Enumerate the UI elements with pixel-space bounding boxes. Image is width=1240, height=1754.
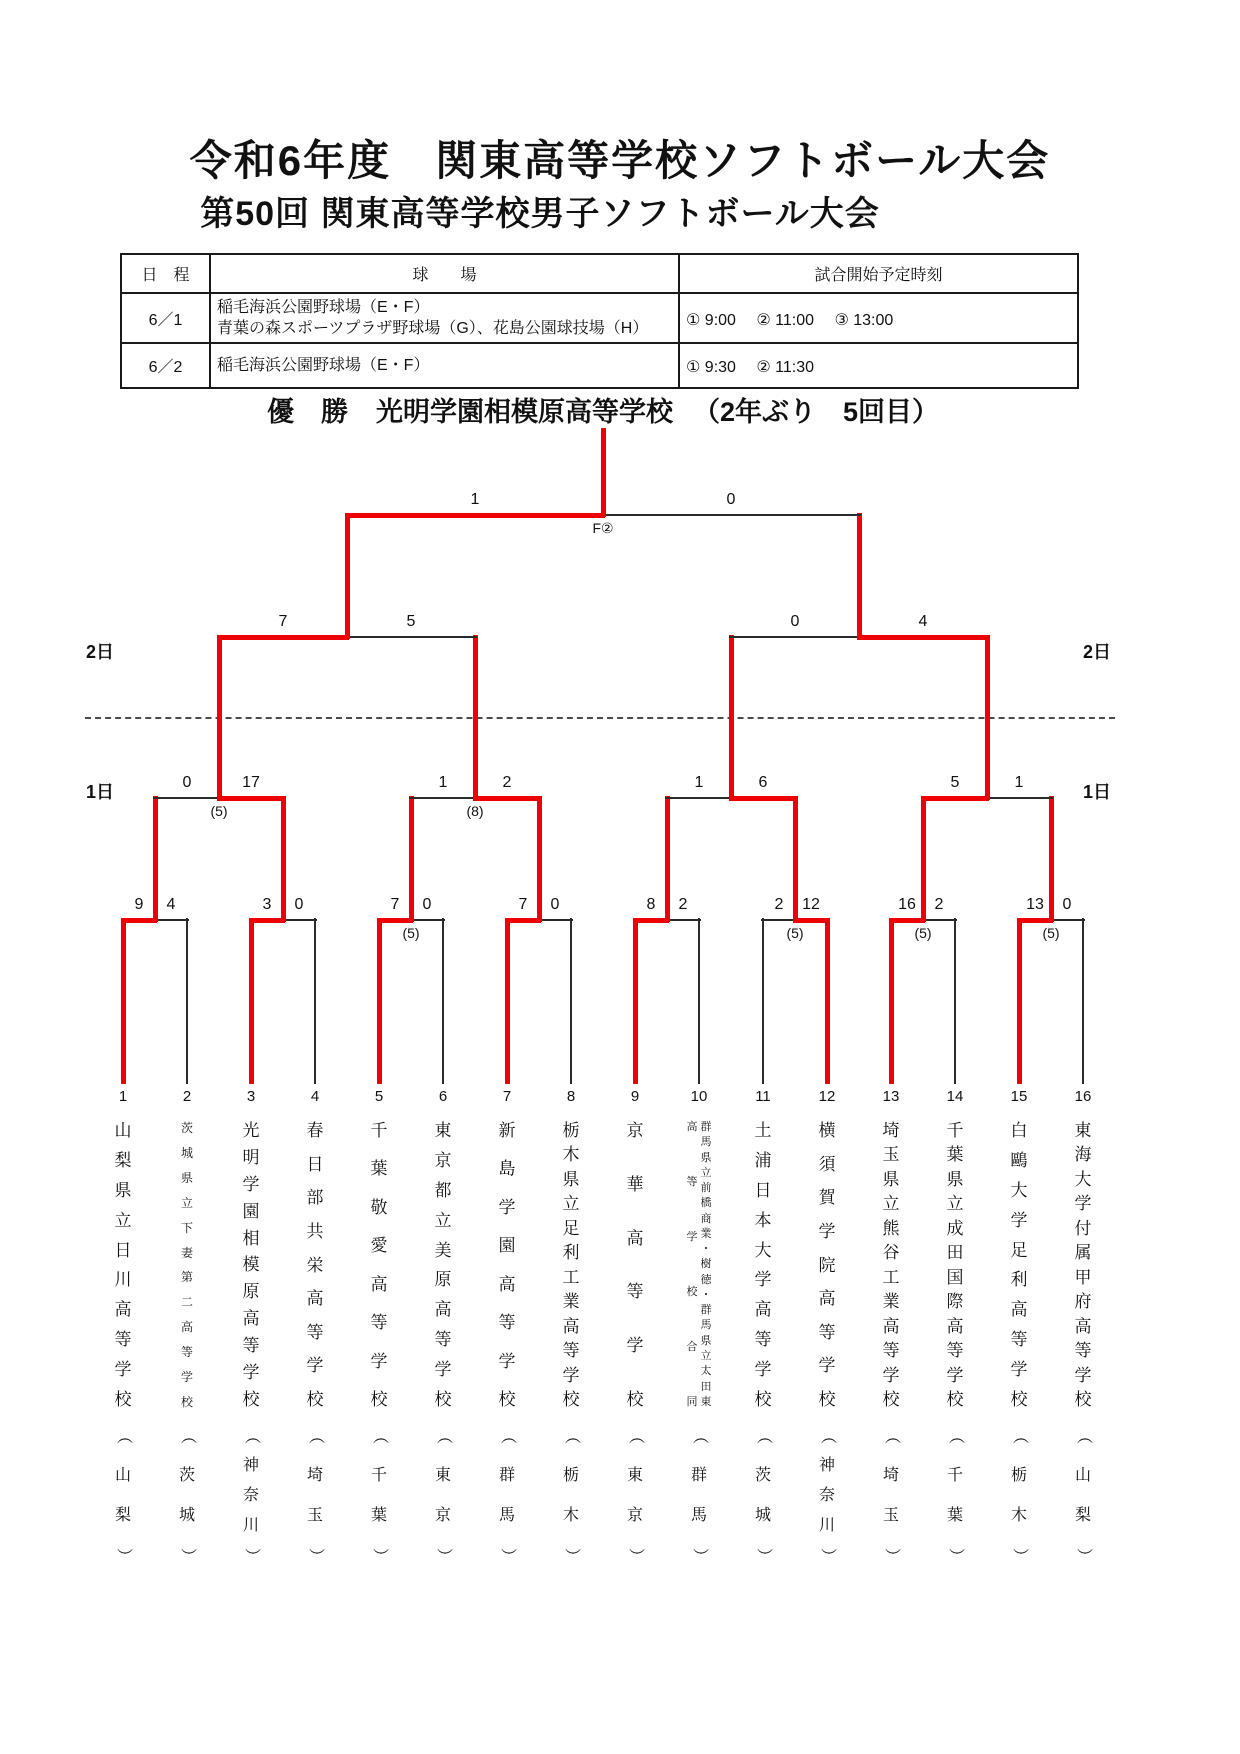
team-name [603,1122,667,1408]
quarterfinal-line [729,796,797,801]
team-name [155,1122,219,1408]
team-feed-line [377,918,382,1084]
schedule-times: ① 9:30 ② 11:30 [679,343,1078,388]
quarterfinal-line [217,796,285,801]
round1-line [377,918,413,923]
match-score: 13 [1026,896,1044,913]
match-score: 0 [726,491,736,508]
semifinal-line [345,636,477,638]
schedule-date: 6／1 [121,293,210,343]
page-title: 令和6年度 関東高等学校ソフトボール大会 [189,137,1051,184]
match-note: (5) [914,925,932,941]
vertical-text-column: （ 山 梨 ） [1074,1427,1092,1565]
match-score: 4 [166,896,176,913]
venue-line: 稲毛海浜公園野球場（E・F） [217,299,430,316]
semifinal-line [217,635,349,640]
team-name [91,1122,155,1408]
team-feed-line [186,918,188,1084]
champion-label: 優 勝 [266,397,348,427]
match-score: 2 [934,896,944,913]
vertical-text-column: 群 馬 県 立 前 橋 商 業 ・ 樹 徳 ・ 群 馬 県 立 太 田 東 [700,1121,712,1408]
team-number: 7 [502,1088,512,1105]
team-feed-line [1082,918,1084,1084]
round1-line [249,918,285,923]
team-name [667,1122,731,1408]
team-feed-line [762,918,764,1084]
team-column [923,1088,987,1565]
team-column [795,1088,859,1565]
round1-line [505,918,541,923]
team-number: 10 [690,1088,708,1105]
semifinal-line-advance [345,513,350,639]
team-prefecture [91,1428,155,1564]
quarterfinal-line-advance [985,635,990,800]
team-column [859,1088,923,1565]
schedule-times: ① 9:00 ② 11:00 ③ 13:00 [679,293,1078,343]
final-line-advance [601,428,606,517]
vertical-text-column: 白 鷗 大 学 足 利 高 等 学 校 [1010,1121,1028,1409]
schedule-header-date: 日 程 [121,254,210,293]
team-prefecture [283,1428,347,1564]
team-name [219,1122,283,1408]
match-score: 7 [390,896,400,913]
match-score: 12 [802,896,820,913]
schedule-header-time: 試合開始予定時刻 [679,254,1078,293]
vertical-text-column: （ 千 葉 ） [370,1427,388,1565]
team-feed-line [442,918,444,1084]
team-number: 8 [566,1088,576,1105]
team-prefecture [667,1428,731,1564]
match-score: 1 [470,491,480,508]
vertical-text-column: （ 埼 玉 ） [882,1427,900,1565]
match-score: 1 [694,774,704,791]
round1-line [409,919,445,921]
round1-line [121,918,157,923]
match-score: 0 [550,896,560,913]
team-number: 6 [438,1088,448,1105]
round1-line [761,919,797,921]
round1-line [793,918,829,923]
schedule-table [120,253,1079,389]
team-prefecture [539,1428,603,1564]
semifinal-line [857,635,989,640]
quarterfinal-line [153,797,221,799]
team-number: 2 [182,1088,192,1105]
team-column [1051,1088,1115,1565]
vertical-text-column: 千 葉 県 立 成 田 国 際 高 等 学 校 [946,1121,964,1409]
vertical-text-column: 栃 木 県 立 足 利 工 業 高 等 学 校 [562,1121,580,1409]
vertical-text-column: （ 茨 城 ） [754,1427,772,1565]
team-name [411,1122,475,1408]
vertical-text-column: （ 山 梨 ） [114,1427,132,1565]
match-score: 8 [646,896,656,913]
team-name [859,1122,923,1408]
quarterfinal-line-advance [729,635,734,800]
vertical-text-column: 新 島 学 園 高 等 学 校 [498,1121,516,1409]
schedule-row [121,343,1078,388]
match-note: (5) [786,925,804,941]
day1-label-right: 1日 [1082,782,1111,802]
team-name [475,1122,539,1408]
match-score: 0 [790,613,800,630]
team-prefecture [731,1428,795,1564]
vertical-text-column: （ 東 京 ） [434,1427,452,1565]
team-number: 12 [818,1088,836,1105]
final-line [601,514,861,516]
quarterfinal-line [985,797,1053,799]
team-feed-line [825,918,830,1084]
round1-line [537,919,573,921]
team-name [731,1122,795,1408]
vertical-text-column: 東 京 都 立 美 原 高 等 学 校 [434,1121,452,1409]
team-column [411,1088,475,1565]
schedule-venues [210,293,679,343]
match-score: 7 [518,896,528,913]
match-score: 5 [406,613,416,630]
match-note: (5) [1042,925,1060,941]
round1-line [1017,918,1053,923]
team-feed-line [121,918,126,1084]
team-column [667,1088,731,1565]
match-note: F② [592,520,614,536]
team-column [603,1088,667,1565]
round1-line [281,919,317,921]
match-score: 2 [502,774,512,791]
venue-line: 青葉の森スポーツプラザ野球場（G）、花島公園球技場（H） [217,320,649,337]
vertical-text-column: 光 明 学 園 相 模 原 高 等 学 校 [242,1121,260,1409]
round1-line [889,918,925,923]
champion-note: （2年ぶり 5回目） [692,397,940,427]
match-score: 0 [294,896,304,913]
day1-label-left: 1日 [85,782,114,802]
page-subtitle: 第50回 関東高等学校男子ソフトボール大会 [200,195,880,233]
team-name [347,1122,411,1408]
quarterfinal-line-advance [217,635,222,800]
team-column [987,1088,1051,1565]
day2-label-left: 2日 [85,642,114,662]
match-score: 7 [278,613,288,630]
vertical-text-column: （ 神 奈 川 ） [818,1427,836,1565]
team-name [1051,1122,1115,1408]
round1-line-advance [281,796,286,922]
team-prefecture [347,1428,411,1564]
round1-line-advance [921,796,926,922]
team-prefecture [987,1428,1051,1564]
match-score: 9 [134,896,144,913]
team-feed-line [249,918,254,1084]
quarterfinal-line [409,797,477,799]
vertical-text-column: 横 須 賀 学 院 高 等 学 校 [818,1121,836,1409]
vertical-text-column: （ 埼 玉 ） [306,1427,324,1565]
match-note: (5) [402,925,420,941]
round1-line-advance [665,796,670,922]
semifinal-line [729,636,861,638]
match-note: (5) [210,803,228,819]
round1-line [921,919,957,921]
vertical-text-column: （ 茨 城 ） [178,1427,196,1565]
vertical-text-column: 山 梨 県 立 日 川 高 等 学 校 [114,1121,132,1409]
team-feed-line [698,918,700,1084]
team-prefecture [475,1428,539,1564]
team-prefecture [411,1428,475,1564]
team-number: 16 [1074,1088,1092,1105]
team-prefecture [923,1428,987,1564]
team-number: 3 [246,1088,256,1105]
vertical-text-column: （ 群 馬 ） [690,1427,708,1565]
team-prefecture [1051,1428,1115,1564]
day2-label-right: 2日 [1082,642,1111,662]
schedule-header-row [121,254,1078,293]
team-feed-line [314,918,316,1084]
match-score: 2 [678,896,688,913]
round1-line-advance [409,796,414,922]
team-number: 5 [374,1088,384,1105]
match-score: 6 [758,774,768,791]
team-feed-line [570,918,572,1084]
vertical-text-column: 千 葉 敬 愛 高 等 学 校 [370,1121,388,1409]
quarterfinal-line-advance [473,635,478,800]
vertical-text-column: 高 等 学 校 合 同 [686,1121,698,1408]
match-score: 3 [262,896,272,913]
team-feed-line [505,918,510,1084]
round1-line [633,918,669,923]
team-feed-line [954,918,956,1084]
vertical-text-column: （ 千 葉 ） [946,1427,964,1565]
match-score: 4 [918,613,928,630]
match-score: 0 [182,774,192,791]
vertical-text-column: （ 栃 木 ） [1010,1427,1028,1565]
schedule-row [121,293,1078,343]
match-score: 17 [242,774,260,791]
vertical-text-column: 茨 城 県 立 下 妻 第 二 高 等 学 校 [180,1121,193,1409]
match-score: 0 [1062,896,1072,913]
team-name [283,1122,347,1408]
final-line [345,513,605,518]
vertical-text-column: 埼 玉 県 立 熊 谷 工 業 高 等 学 校 [882,1121,900,1409]
team-number: 13 [882,1088,900,1105]
team-number: 4 [310,1088,320,1105]
team-column [539,1088,603,1565]
vertical-text-column: （ 群 馬 ） [498,1427,516,1565]
team-number: 14 [946,1088,964,1105]
quarterfinal-line [665,797,733,799]
champion-line [0,390,1206,429]
team-column [283,1088,347,1565]
match-score: 16 [898,896,916,913]
quarterfinal-line [473,796,541,801]
team-column [731,1088,795,1565]
round1-line [153,919,189,921]
team-prefecture [155,1428,219,1564]
round1-line [1049,919,1085,921]
match-score: 0 [422,896,432,913]
round1-line-advance [793,796,798,922]
team-number: 9 [630,1088,640,1105]
team-number: 1 [118,1088,128,1105]
vertical-text-column: 春 日 部 共 栄 高 等 学 校 [306,1121,324,1409]
schedule-date: 6／2 [121,343,210,388]
venue-line: 稲毛海浜公園野球場（E・F） [217,357,430,374]
team-column [219,1088,283,1565]
vertical-text-column: 土 浦 日 本 大 学 高 等 学 校 [754,1121,772,1409]
team-column [155,1088,219,1565]
schedule-header-venue: 球 場 [210,254,679,293]
match-note: (8) [466,803,484,819]
vertical-text-column: （ 栃 木 ） [562,1427,580,1565]
team-number: 11 [755,1088,771,1105]
team-feed-line [1017,918,1022,1084]
day-divider-dashed-line [85,717,1115,719]
match-score: 2 [774,896,784,913]
round1-line-advance [1049,796,1054,922]
round1-line-advance [153,796,158,922]
match-score: 1 [1014,774,1024,791]
round1-line [665,919,701,921]
team-name [539,1122,603,1408]
vertical-text-column: （ 東 京 ） [626,1427,644,1565]
vertical-text-column: 京 華 高 等 学 校 [626,1121,644,1409]
champion-name: 光明学園相模原高等学校 [375,397,673,427]
team-prefecture [795,1428,859,1564]
team-column [347,1088,411,1565]
team-feed-line [633,918,638,1084]
match-score: 5 [950,774,960,791]
team-number: 15 [1010,1088,1028,1105]
round1-line-advance [537,796,542,922]
semifinal-line-advance [857,513,862,639]
quarterfinal-line [921,796,989,801]
team-feed-line [889,918,894,1084]
team-prefecture [219,1428,283,1564]
vertical-text-column: （ 神 奈 川 ） [242,1427,260,1565]
team-name [795,1122,859,1408]
team-name [923,1122,987,1408]
team-column [475,1088,539,1565]
vertical-text-column: 東 海 大 学 付 属 甲 府 高 等 学 校 [1074,1121,1092,1409]
team-prefecture [859,1428,923,1564]
team-column [91,1088,155,1565]
team-prefecture [603,1428,667,1564]
team-name [987,1122,1051,1408]
match-score: 1 [438,774,448,791]
schedule-venues [210,343,679,388]
